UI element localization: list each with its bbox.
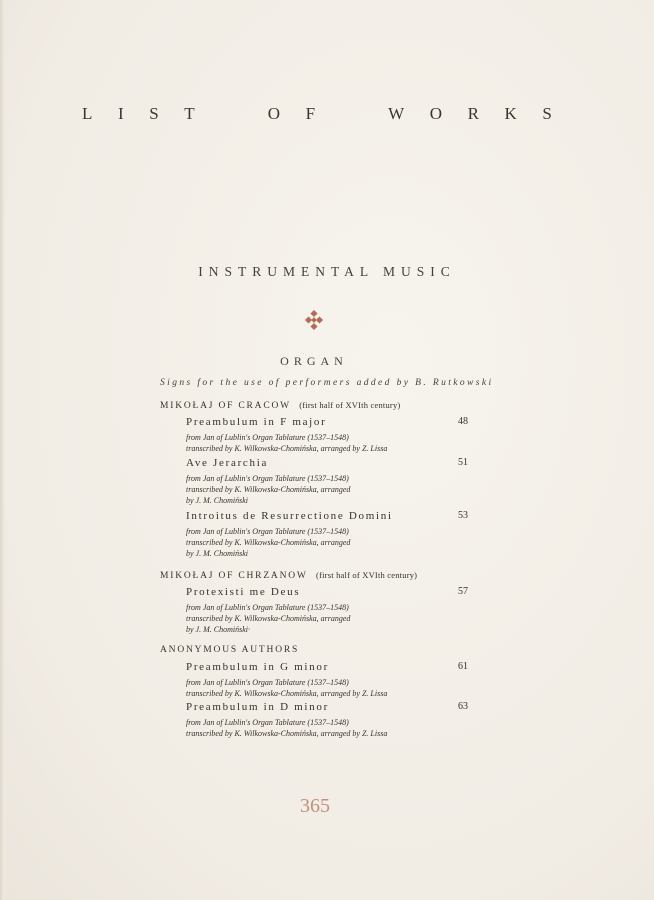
work-source	[186, 677, 468, 699]
work-page-number: 51	[458, 457, 468, 468]
work-title: Ave Jerarchia	[186, 457, 269, 469]
ornament-icon	[304, 310, 324, 330]
composer-name: MIKOŁAJ OF CHRZANOW	[160, 571, 308, 581]
title-letter: W	[388, 104, 405, 123]
source-line: transcribed by K. Wilkowska-Chomińska, arranged by Z. Lissa	[186, 689, 388, 698]
page-edge-shadow	[0, 0, 5, 900]
composer-heading	[160, 645, 299, 655]
work-title: Preambulum in D minor	[186, 701, 329, 713]
work-page-number: 63	[458, 701, 468, 712]
work-source	[186, 717, 468, 739]
work-source	[186, 432, 468, 454]
work-page-number: 48	[458, 416, 468, 427]
source-line: by J. M. Chomiński	[186, 549, 248, 558]
work-page-number: 53	[458, 510, 468, 521]
composer-period: (first half of XVIth century)	[316, 570, 418, 580]
source-line: from Jan of Lublin's Organ Tablature (1537–1548)	[186, 678, 349, 687]
source-line: from Jan of Lublin's Organ Tablature (1537–1548)	[186, 433, 349, 442]
subsection-title: ORGAN	[280, 354, 348, 368]
work-entry	[186, 586, 468, 635]
title-letter: K	[504, 104, 517, 123]
title-letter: F	[305, 104, 316, 123]
composer-heading	[160, 570, 417, 581]
source-line: from Jan of Lublin's Organ Tablature (1537–1548)	[186, 474, 349, 483]
work-source	[186, 473, 468, 506]
performers-signs-note: Signs for the use of performers added by B. Rutkowski	[160, 378, 494, 388]
source-line: by J. M. Chomiński·	[186, 625, 250, 634]
work-entry	[186, 416, 468, 454]
page-title	[82, 104, 552, 124]
source-line: from Jan of Lublin's Organ Tablature (1537–1548)	[186, 527, 349, 536]
work-source	[186, 526, 468, 559]
work-source	[186, 602, 468, 635]
title-letter: R	[467, 104, 479, 123]
work-title: Preambulum in G minor	[186, 661, 329, 673]
section-title: INSTRUMENTAL MUSIC	[198, 264, 456, 279]
title-letter: S	[149, 104, 159, 123]
title-letter: O	[267, 104, 281, 123]
work-entry	[186, 510, 468, 559]
composer-name: MIKOŁAJ OF CRACOW	[160, 401, 291, 411]
source-line: transcribed by K. Wilkowska-Chomińska, arranged	[186, 485, 351, 494]
title-letter: O	[429, 104, 443, 123]
title-letter: S	[542, 104, 552, 123]
source-line: transcribed by K. Wilkowska-Chomińska, arranged by Z. Lissa	[186, 444, 388, 453]
title-letter: L	[82, 104, 93, 123]
work-page-number: 61	[458, 661, 468, 672]
work-title: Introitus de Resurrectione Domini	[186, 510, 393, 522]
source-line: transcribed by K. Wilkowska-Chomińska, arranged	[186, 614, 351, 623]
title-letter: I	[117, 104, 124, 123]
work-title: Protexisti me Deus	[186, 586, 301, 598]
work-entry	[186, 457, 468, 506]
source-line: by J. M. Chomiński	[186, 496, 248, 505]
composer-heading	[160, 400, 400, 411]
work-page-number: 57	[458, 586, 468, 597]
composer-period: (first half of XVIth century)	[299, 400, 401, 410]
source-line: transcribed by K. Wilkowska-Chomińska, arranged by Z. Lissa	[186, 729, 388, 738]
composer-name: ANONYMOUS AUTHORS	[160, 645, 300, 655]
title-letter: T	[184, 104, 195, 123]
source-line: transcribed by K. Wilkowska-Chomińska, arranged	[186, 538, 351, 547]
page-number: 365	[300, 795, 330, 817]
work-entry	[186, 701, 468, 739]
source-line: from Jan of Lublin's Organ Tablature (1537–1548)	[186, 603, 349, 612]
source-line: from Jan of Lublin's Organ Tablature (1537–1548)	[186, 718, 349, 727]
work-entry	[186, 661, 468, 699]
work-title: Preambulum in F major	[186, 416, 327, 428]
